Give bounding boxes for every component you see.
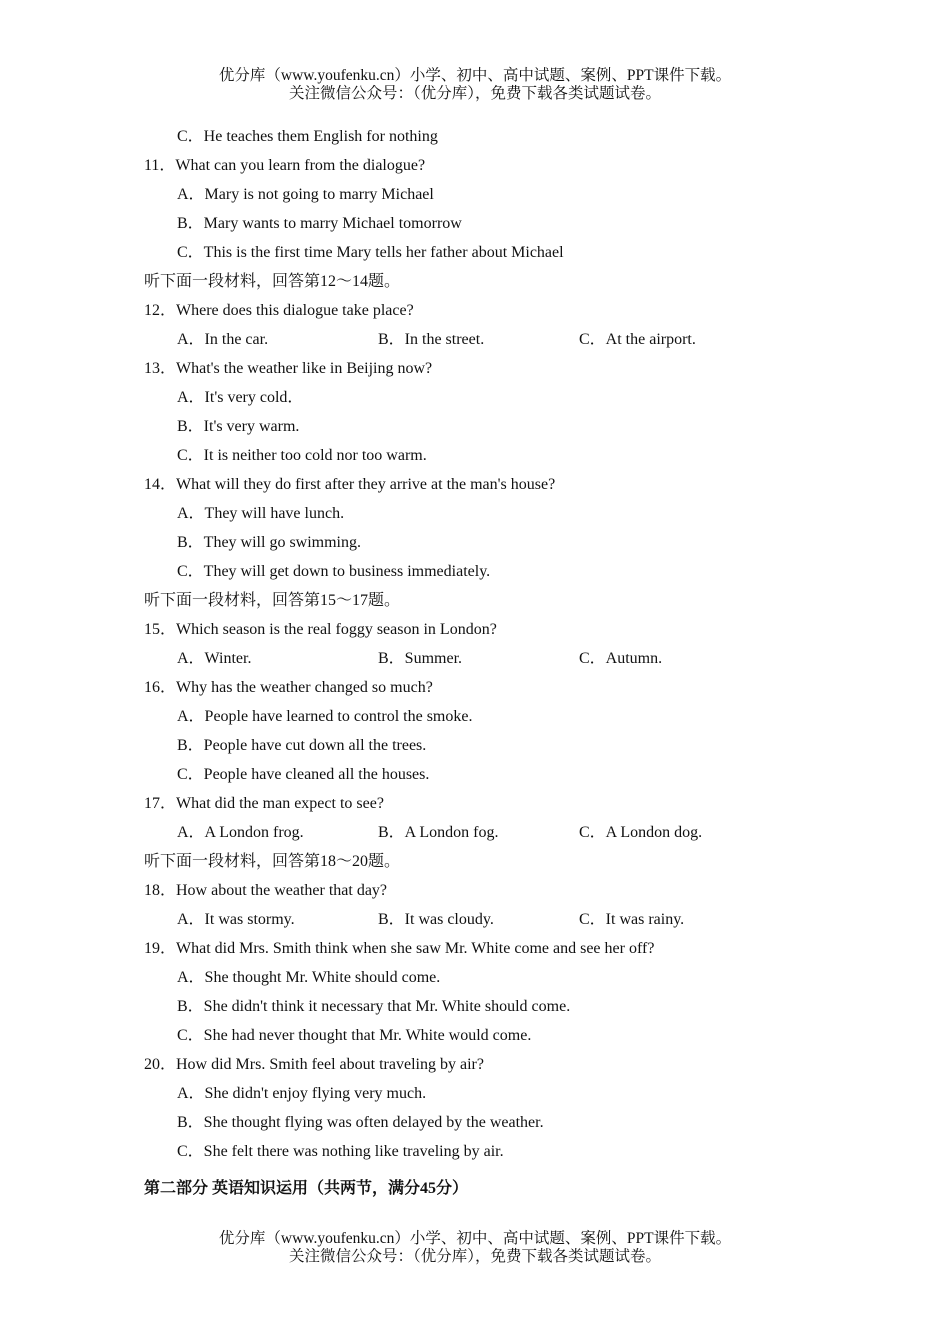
q15-option-b: B．Summer. — [378, 650, 463, 667]
q17-option-c: C．A London dog. — [579, 824, 703, 841]
q14-option-c: C．They will get down to business immediately. — [177, 563, 491, 580]
listening-intro-15-17: 听下面一段材料，回答第15～17题。 — [144, 592, 401, 609]
q19-question: 19．What did Mrs. Smith think when she saw Mr. White come and see her off? — [144, 940, 655, 957]
q10-option-c: C．He teaches them English for nothing — [177, 128, 438, 145]
q11-option-c: C．This is the first time Mary tells her father about Michael — [177, 244, 564, 261]
page-footer — [0, 1230, 950, 1266]
header-line-2: 关注微信公众号：（优分库），免费下载各类试题试卷。 — [288, 85, 661, 102]
q12-options — [144, 325, 844, 354]
listening-intro-12-14: 听下面一段材料，回答第12～14题。 — [144, 273, 401, 290]
q17-question: 17．What did the man expect to see? — [144, 795, 384, 812]
q18-option-a: A．It was stormy. — [177, 911, 295, 928]
q19-option-c: C．She had never thought that Mr. White would come. — [177, 1027, 532, 1044]
q15-option-a: A．Winter. — [177, 650, 252, 667]
q16-option-c: C．People have cleaned all the houses. — [177, 766, 430, 783]
q16-option-b: B．People have cut down all the trees. — [177, 737, 427, 754]
q18-options — [144, 905, 844, 934]
q16-question: 16．Why has the weather changed so much? — [144, 679, 433, 696]
q12-question: 12．Where does this dialogue take place? — [144, 302, 414, 319]
q19-option-b: B．She didn't think it necessary that Mr. White should come. — [177, 998, 571, 1015]
q20-option-b: B．She thought flying was often delayed by the weather. — [177, 1114, 544, 1131]
footer-line-1: 优分库（www.youfenku.cn）小学、初中、高中试题、案例、PPT课件下载。 — [218, 1230, 732, 1247]
section-2-title: 第二部分 英语知识运用（共两节，满分45分） — [144, 1180, 469, 1197]
q17-option-a: A．A London frog. — [177, 824, 304, 841]
q13-option-c: C．It is neither too cold nor too warm. — [177, 447, 427, 464]
q15-question: 15．Which season is the real foggy season in London? — [144, 621, 497, 638]
q14-option-a: A．They will have lunch. — [177, 505, 345, 522]
q13-question: 13．What's the weather like in Beijing now? — [144, 360, 433, 377]
q20-option-c: C．She felt there was nothing like traveling by air. — [177, 1143, 504, 1160]
q20-option-a: A．She didn't enjoy flying very much. — [177, 1085, 427, 1102]
q13-option-a: A．It's very cold． — [177, 389, 304, 406]
q19-option-a: A．She thought Mr. White should come. — [177, 969, 441, 986]
q14-option-b: B．They will go swimming. — [177, 534, 362, 551]
q15-options — [144, 644, 844, 673]
q14-question: 14．What will they do first after they arrive at the man's house? — [144, 476, 556, 493]
q11-option-b: B．Mary wants to marry Michael tomorrow — [177, 215, 462, 232]
listening-intro-18-20: 听下面一段材料，回答第18～20题。 — [144, 853, 401, 870]
q15-option-c: C．Autumn. — [579, 650, 663, 667]
q17-options — [144, 818, 844, 847]
footer-line-2: 关注微信公众号：（优分库），免费下载各类试题试卷。 — [288, 1248, 661, 1265]
q12-option-b: B．In the street. — [378, 331, 485, 348]
q11-question: 11．What can you learn from the dialogue? — [144, 157, 426, 174]
q20-question: 20．How did Mrs. Smith feel about traveling by air? — [144, 1056, 484, 1073]
q12-option-c: C．At the airport. — [579, 331, 696, 348]
exam-content — [144, 122, 844, 1203]
q18-option-b: B．It was cloudy. — [378, 911, 494, 928]
q13-option-b: B．It's very warm. — [177, 418, 300, 435]
q11-option-a: A．Mary is not going to marry Michael — [177, 186, 434, 203]
q12-option-a: A．In the car. — [177, 331, 269, 348]
q17-option-b: B．A London fog. — [378, 824, 499, 841]
q18-option-c: C．It was rainy. — [579, 911, 685, 928]
page-header — [0, 67, 950, 103]
q18-question: 18．How about the weather that day? — [144, 882, 388, 899]
q16-option-a: A．People have learned to control the smoke. — [177, 708, 473, 725]
header-line-1: 优分库（www.youfenku.cn）小学、初中、高中试题、案例、PPT课件下载。 — [218, 67, 732, 84]
